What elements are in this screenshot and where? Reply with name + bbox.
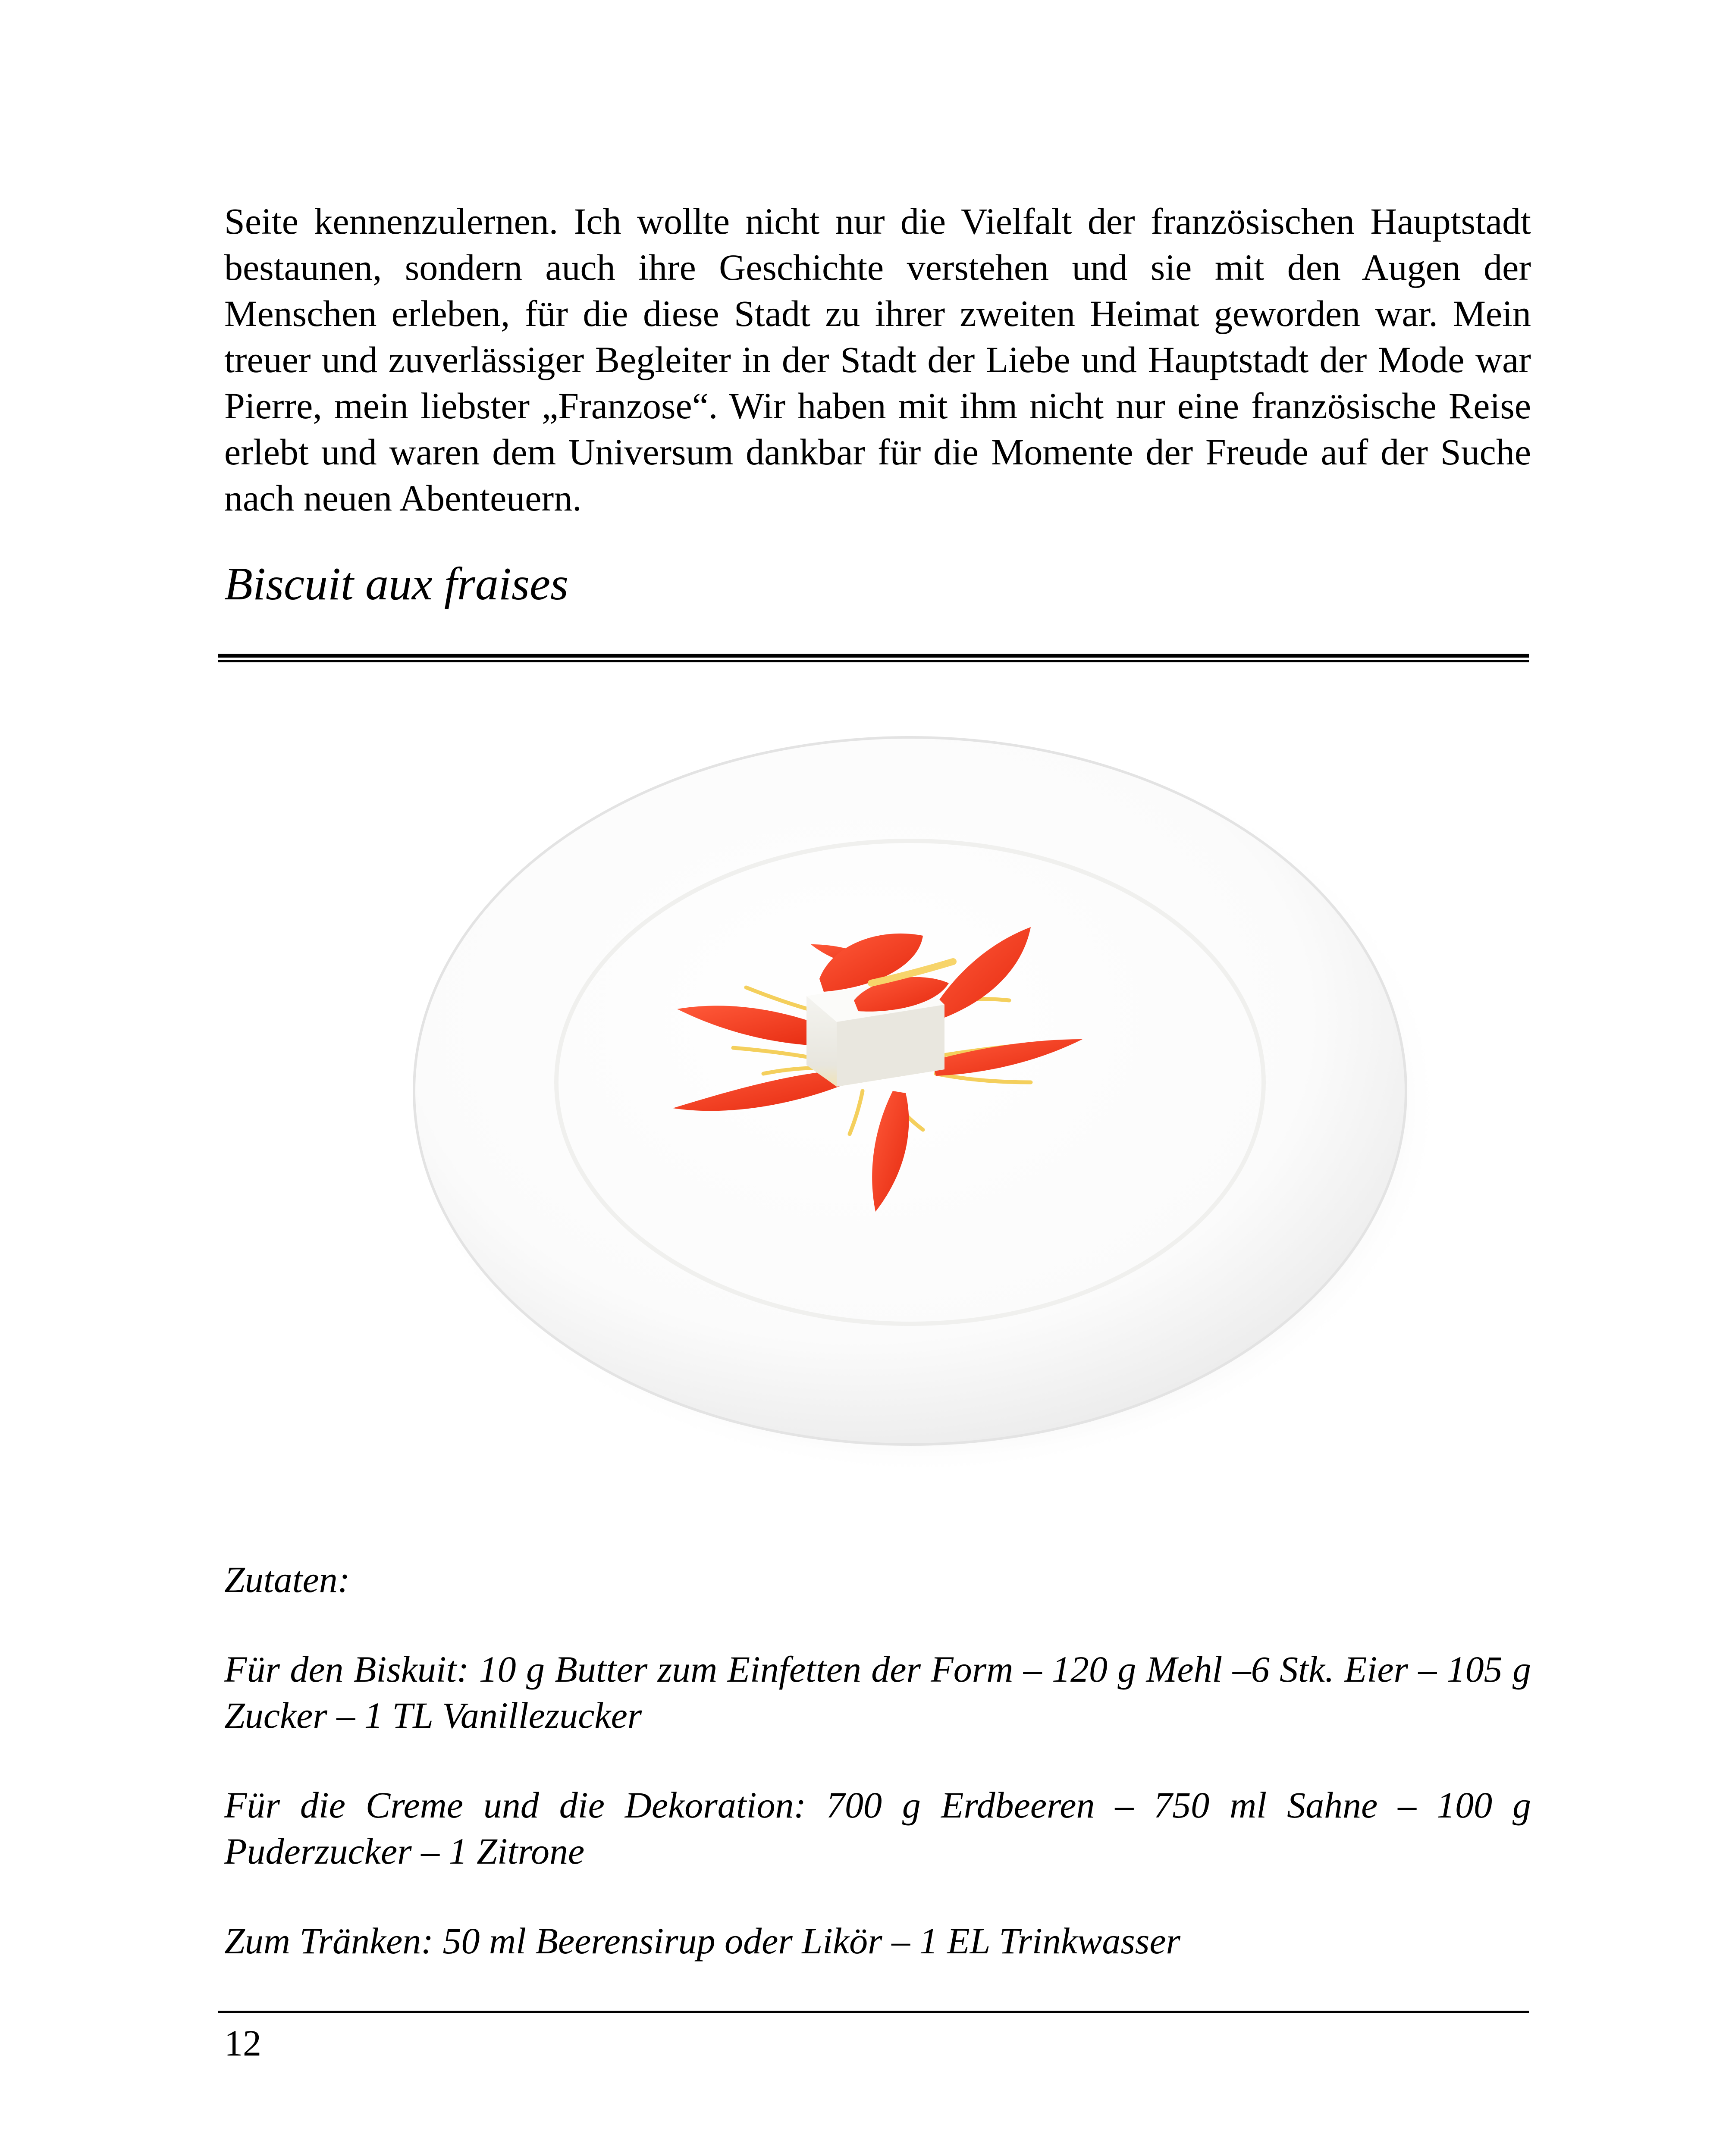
footer-rule xyxy=(218,2011,1529,2013)
page-number: 12 xyxy=(224,2022,261,2064)
ingredients-soak: Zum Tränken: 50 ml Beerensirup oder Likör – 1 EL Trinkwasser xyxy=(224,1920,1180,1962)
recipe-title: Biscuit aux fraises xyxy=(224,558,568,610)
ingredients-biscuit: Für den Biskuit: 10 g Butter zum Einfetten der Form – 120 g Mehl –6 Stk. Eier – 105 g Zucker – 1 TL Vanillezucker xyxy=(224,1648,1531,1736)
intro-paragraph: Seite kennenzulernen. Ich wollte nicht nur die Vielfalt der französischen Hauptstadt bestaunen, sondern auch ihre Geschichte verstehen und sie mit den Augen der Menschen erleben, für die diese Stadt zu ihrer zweiten Heimat geworden war. Mein treuer und zuverlässiger Begleiter in der Stadt der Liebe und Hauptstadt der Mode war Pierre, mein liebster „Franzose“. Wir haben mit ihm nicht nur eine französische Reise erlebt und waren dem Universum dankbar für die Momente der Freude auf der Suche nach neuen Abenteuern. xyxy=(224,201,1531,519)
ingredients-section xyxy=(224,1557,1531,2008)
dessert-photo xyxy=(375,703,1453,1518)
ingredients-heading: Zutaten: xyxy=(224,1559,350,1600)
ingredients-cream: Für die Creme und die Dekoration: 700 g Erdbeeren – 750 ml Sahne – 100 g Puderzucker – 1 Zitrone xyxy=(224,1784,1531,1872)
title-double-rule xyxy=(218,654,1529,662)
